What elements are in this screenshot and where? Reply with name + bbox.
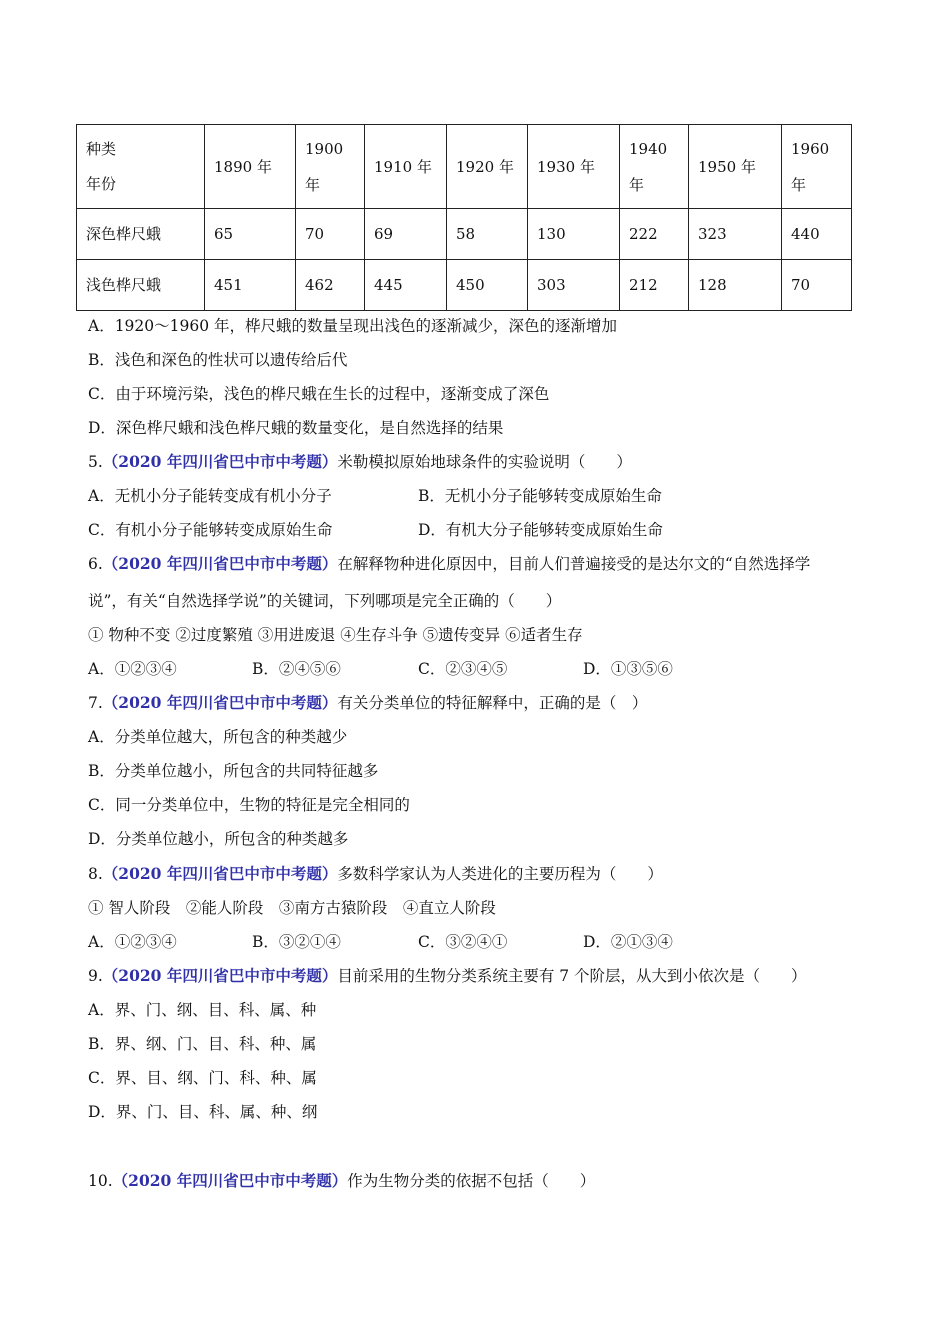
question-number: 8. [88,865,103,883]
q9-option-a: A．界、门、纲、目、科、属、种 [88,1001,317,1019]
row-label: 深色桦尺蛾 [77,209,205,260]
q9-stem [88,965,807,987]
question-number: 6. [88,555,103,573]
q7-option-d: D．分类单位越小，所包含的种类越多 [88,830,349,848]
header-species-label: 种类 [86,139,117,158]
q5-option-b: B．无机小分子能够转变成原始生命 [418,487,662,505]
q9-option-d: D．界、门、目、科、属、种、纲 [88,1103,318,1121]
table-row [77,209,852,260]
question-source: （2020 年四川省巴中市中考题） [102,693,338,712]
question-source: （2020 年四川省巴中市中考题） [102,452,338,471]
year-header: 1950 年 [689,125,782,209]
q8-option-c: C．③②④① [418,933,508,951]
question-text: 多数科学家认为人类进化的主要历程为（ ） [337,865,663,883]
year-header: 1940 年 [620,125,689,209]
q6-option-b: B．②④⑤⑥ [252,660,341,678]
q8-items: ① 智人阶段 ②能人阶段 ③南方古猿阶段 ④直立人阶段 [88,899,496,917]
question-number: 9. [88,967,103,985]
table-cell: 440 [782,209,852,260]
question-number: 10. [88,1172,113,1190]
table-cell: 212 [620,260,689,311]
table-cell: 450 [447,260,528,311]
year-header: 1960 年 [782,125,852,209]
table-cell: 70 [296,209,365,260]
question-text: 米勒模拟原始地球条件的实验说明（ ） [337,453,632,471]
q6-stem [88,553,810,575]
header-year-label: 年份 [86,174,117,193]
q7-stem [88,692,647,714]
q8-option-d: D．②①③④ [583,933,673,951]
table-cell: 462 [296,260,365,311]
year-header: 1900 年 [296,125,365,209]
question-source: （2020 年四川省巴中市中考题） [102,554,338,573]
table-cell: 65 [205,209,296,260]
year-header: 1930 年 [528,125,620,209]
table-cell: 130 [528,209,620,260]
q5-option-d: D．有机大分子能够转变成原始生命 [418,521,663,539]
table-cell: 451 [205,260,296,311]
q6-items: ① 物种不变 ②过度繁殖 ③用进废退 ④生存斗争 ⑤遗传变异 ⑥适者生存 [88,626,583,644]
q6-option-d: D．①③⑤⑥ [583,660,673,678]
q8-option-a: A．①②③④ [88,933,177,951]
q7-option-a: A．分类单位越大，所包含的种类越少 [88,728,348,746]
question-text: 作为生物分类的依据不包括（ ） [347,1172,596,1190]
year-header: 1920 年 [447,125,528,209]
table-cell: 58 [447,209,528,260]
question-text: 目前采用的生物分类系统主要有 7 个阶层，从大到小依次是（ ） [337,967,807,985]
table-cell: 303 [528,260,620,311]
table-cell: 445 [365,260,447,311]
q7-option-c: C．同一分类单位中，生物的特征是完全相同的 [88,796,410,814]
q8-option-b: B．③②①④ [252,933,341,951]
question-source: （2020 年四川省巴中市中考题） [102,864,338,883]
table-cell: 222 [620,209,689,260]
q9-option-b: B．界、纲、门、目、科、种、属 [88,1035,317,1053]
table-header-row [77,125,852,209]
question-text: 有关分类单位的特征解释中，正确的是（ ） [337,694,648,712]
table-cell: 128 [689,260,782,311]
q5-option-c: C．有机小分子能够转变成原始生命 [88,521,333,539]
q5-stem [88,451,632,473]
question-number: 7. [88,694,103,712]
q6-option-c: C．②③④⑤ [418,660,508,678]
q5-option-a: A．无机小分子能转变成有机小分子 [88,487,332,505]
row-label: 浅色桦尺蛾 [77,260,205,311]
table-cell: 69 [365,209,447,260]
q7-option-b: B．分类单位越小，所包含的共同特征越多 [88,762,379,780]
q9-option-c: C．界、目、纲、门、科、种、属 [88,1069,317,1087]
q6-option-a: A．①②③④ [88,660,177,678]
q10-stem [88,1170,595,1192]
table-corner-header [77,125,205,209]
question-text: 在解释物种进化原因中，目前人们普遍接受的是达尔文的“自然选择学 [337,555,811,573]
year-header: 1910 年 [365,125,447,209]
table-cell: 70 [782,260,852,311]
q4-option-b: B．浅色和深色的性状可以遗传给后代 [88,351,348,369]
q4-option-a: A．1920～1960 年，桦尺蛾的数量呈现出浅色的逐渐减少，深色的逐渐增加 [88,317,618,335]
table-row [77,260,852,311]
question-number: 5. [88,453,103,471]
question-source: （2020 年四川省巴中市中考题） [112,1171,348,1190]
question-source: （2020 年四川省巴中市中考题） [102,966,338,985]
year-header: 1890 年 [205,125,296,209]
moth-count-table [76,124,852,311]
q8-stem [88,863,663,885]
q6-stem-continued: 说”，有关“自然选择学说”的关键词，下列哪项是完全正确的（ ） [88,592,562,610]
q4-option-d: D．深色桦尺蛾和浅色桦尺蛾的数量变化，是自然选择的结果 [88,419,504,437]
q4-option-c: C．由于环境污染，浅色的桦尺蛾在生长的过程中，逐渐变成了深色 [88,385,550,403]
table-cell: 323 [689,209,782,260]
